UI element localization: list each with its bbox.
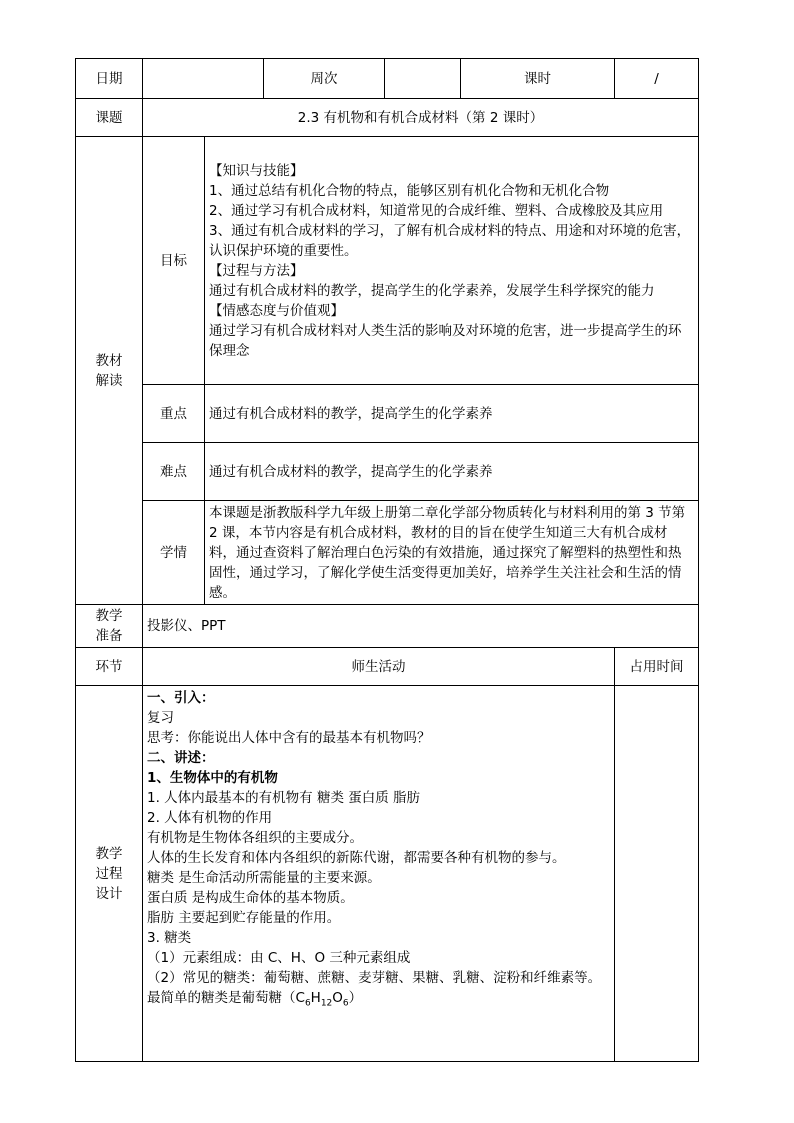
design-line: （1）元素组成：由 C、H、O 三种元素组成 [147,950,411,966]
design-line: 思考：你能说出人体中含有的最基本有机物吗？ [147,730,431,746]
activity-header: 师生活动 [143,648,615,686]
design-line: 脂肪 主要起到贮存能量的作用。 [147,910,341,926]
design-line: 1、生物体中的有机物 [147,770,278,786]
key-point-row [76,385,699,443]
design-content [143,686,615,1062]
prep-value: 投影仪、PPT [143,605,699,648]
design-line: 有机物是生物体各组织的主要成分。 [147,830,363,846]
design-line: 3. 糖类 [147,930,192,946]
goals-line: 3、通过有机合成材料的学习，了解有机合成材料的特点、用途和对环境的危害，认识保护环境的重要性。 [209,222,691,259]
topic-value: 2.3 有机物和有机合成材料（第 2 课时） [143,99,699,137]
prep-label: 教学 准备 [76,605,143,648]
glucose-formula-line: 最简单的糖类是葡萄糖$(C_6H_{12}O_6)$ [147,990,363,1009]
week-label: 周次 [264,59,385,99]
difficulty-label: 难点 [143,443,205,501]
goals-row [76,137,699,385]
goals-line: 2、通过学习有机合成材料，知道常见的合成纤维、塑料、合成橡胶及其应用 [209,202,664,219]
design-line: 糖类 是生命活动所需能量的主要来源。 [147,870,381,886]
design-line: 蛋白质 是构成生命体的基本物质。 [147,890,354,906]
student-label: 学情 [143,501,205,605]
period-value: / [615,59,699,99]
period-label: 课时 [461,59,615,99]
analysis-label: 教材 解读 [76,137,143,605]
design-line: 1. 人体内最基本的有机物有 糖类 蛋白质 脂肪 [147,790,421,806]
prep-row [76,605,699,648]
goals-line: 通过有机合成材料的教学，提高学生的化学素养，发展学生科学探究的能力 [209,282,655,299]
week-value[interactable] [385,59,461,99]
goals-line: 【情感态度与价值观】 [209,302,344,319]
design-line: 复习 [147,710,174,726]
key-point-label: 重点 [143,385,205,443]
difficulty-text: 通过有机合成材料的教学，提高学生的化学素养 [205,443,699,501]
design-line: 二、讲述： [147,750,215,766]
section-header-row [76,648,699,686]
student-row [76,501,699,605]
design-line: 人体的生长发育和体内各组织的新陈代谢，都需要各种有机物的参与。 [147,850,566,866]
stage-header: 环节 [76,648,143,686]
goals-line: 1、通过总结有机化合物的特点，能够区别有机化合物和无机化合物 [209,182,610,199]
goals-content [205,137,699,385]
time-header: 占用时间 [615,648,699,686]
goals-label: 目标 [143,137,205,385]
header-row [76,59,699,99]
design-line: 一、引入： [147,690,215,706]
time-cell[interactable] [615,686,699,1062]
student-text: 本课题是浙教版科学九年级上册第二章化学部分物质转化与材料利用的第 3 节第 2 课，本节内容是有机合成材料，教材的目的旨在使学生知道三大有机合成材料，通过查资料了解治理白色污染的有效措施，通过探究了解塑料的热塑性和热固性，通过学习，了解化学使生活变得更加美好，培养学生关注社会和生活的情感。 [205,501,699,605]
topic-row [76,99,699,137]
design-line: 2. 人体有机物的作用 [147,810,273,826]
goals-line: 【过程与方法】 [209,262,304,279]
difficulty-row [76,443,699,501]
goals-line: 通过学习有机合成材料对人类生活的影响及对环境的危害，进一步提高学生的环保理念 [209,322,682,359]
goals-line: 【知识与技能】 [209,162,304,179]
date-value[interactable] [143,59,264,99]
design-label: 教学 过程 设计 [76,686,143,1062]
lesson-plan-table [75,58,699,1062]
date-label: 日期 [76,59,143,99]
topic-label: 课题 [76,99,143,137]
design-row [76,686,699,1062]
key-point-text: 通过有机合成材料的教学，提高学生的化学素养 [205,385,699,443]
design-line: （2）常见的糖类：葡萄糖、蔗糖、麦芽糖、果糖、乳糖、淀粉和纤维素等。 [147,970,602,986]
